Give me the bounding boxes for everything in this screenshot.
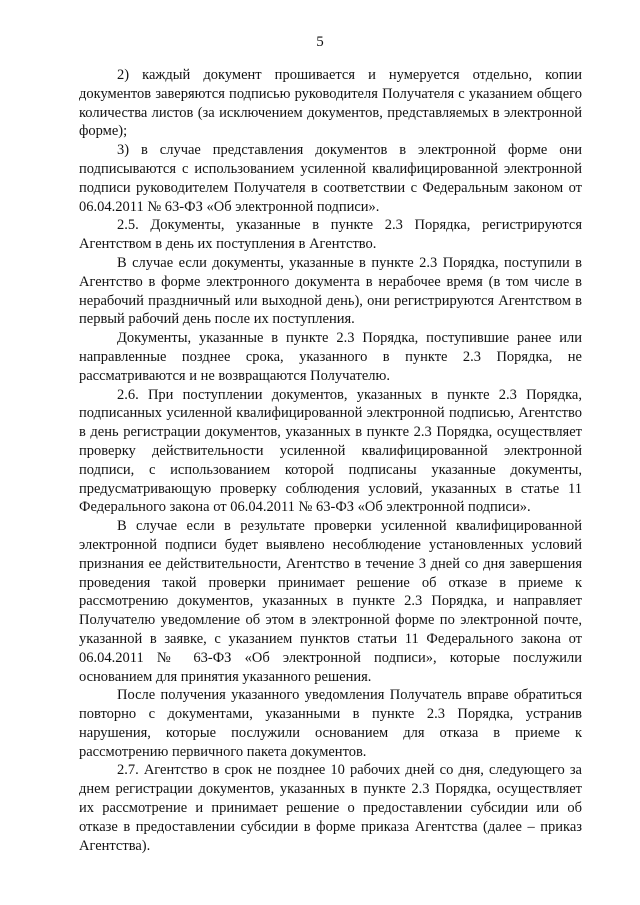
paragraph-2-7: 2.7. Агентство в срок не позднее 10 рабочих дней со дня, следующего за днем регистрации документов, указанных в пункте 2.3 Порядка, осуществляет их рассмотрение и принимает решение о предоставлении субсидии или об отказе в предоставлении субсидии в форме приказа Агентства (далее – приказ Агентства).	[79, 762, 582, 854]
paragraph-2-6: 2.6. При поступлении документов, указанных в пункте 2.3 Порядка, подписанных усиленной квалифицированной электронной подписью, Агентство в день регистрации документов, указанных в пункте 2.3 Порядка, осуществляет проверку действительности усиленной квалифицированной электронной подписи, с использованием которой подписаны указанные документы, предусматривающую проверку соблюдения условий, указанных в статье 11 Федерального закона от 06.04.2011 № 63-ФЗ «Об электронной подписи».	[79, 386, 582, 516]
paragraph-resubmission: После получения указанного уведомления Получатель вправе обратиться повторно с документами, указанными в пункте 2.3 Порядка, устранив нарушения, которые послужили основанием для отказа в приеме к рассмотрению первичного пакета документов.	[79, 687, 582, 760]
paragraph-item-2: 2) каждый документ прошивается и нумеруется отдельно, копии документов заверяются подписью руководителя Получателя с указанием общего количества листов (за исключением документов, представляемых в электронной форме);	[79, 67, 582, 140]
paragraph-signature-check-failure: В случае если в результате проверки усиленной квалифицированной электронной подписи будет выявлено несоблюдение установленных условий признания ее действительности, Агентство в течение 3 дней со дня завершения проведения такой проверки принимает решение об отказе в приеме к рассмотрению документов, указанных в пункте 2.3 Порядка, и направляет Получателю уведомление об этом в электронной форме по электронной почте, указанной в заявке, с указанием пунктов статьи 11 Федерального закона от 06.04.2011 № 63-ФЗ «Об электронной подписи», которые послужили основанием для принятия указанного решения.	[79, 518, 582, 685]
document-body	[79, 66, 582, 855]
paragraph-electronic-registration: В случае если документы, указанные в пункте 2.3 Порядка, поступили в Агентство в форме электронного документа в нерабочее время (в том числе в нерабочий праздничный или выходной день), они регистрируются Агентством в первый рабочий день после их поступления.	[79, 254, 582, 328]
paragraph-2-5: 2.5. Документы, указанные в пункте 2.3 Порядка, регистрируются Агентством в день их поступления в Агентство.	[79, 217, 582, 253]
paragraph-item-3: 3) в случае представления документов в электронной форме они подписываются с использованием усиленной квалифицированной электронной подписи руководителем Получателя в соответствии с Федеральным законом от 06.04.2011 № 63-ФЗ «Об электронной подписи».	[79, 142, 582, 215]
paragraph-late-documents: Документы, указанные в пункте 2.3 Порядка, поступившие ранее или направленные позднее срока, указанного в пункте 2.3 Порядка, не рассматриваются и не возвращаются Получателю.	[79, 330, 582, 384]
page-number: 5	[316, 34, 324, 50]
